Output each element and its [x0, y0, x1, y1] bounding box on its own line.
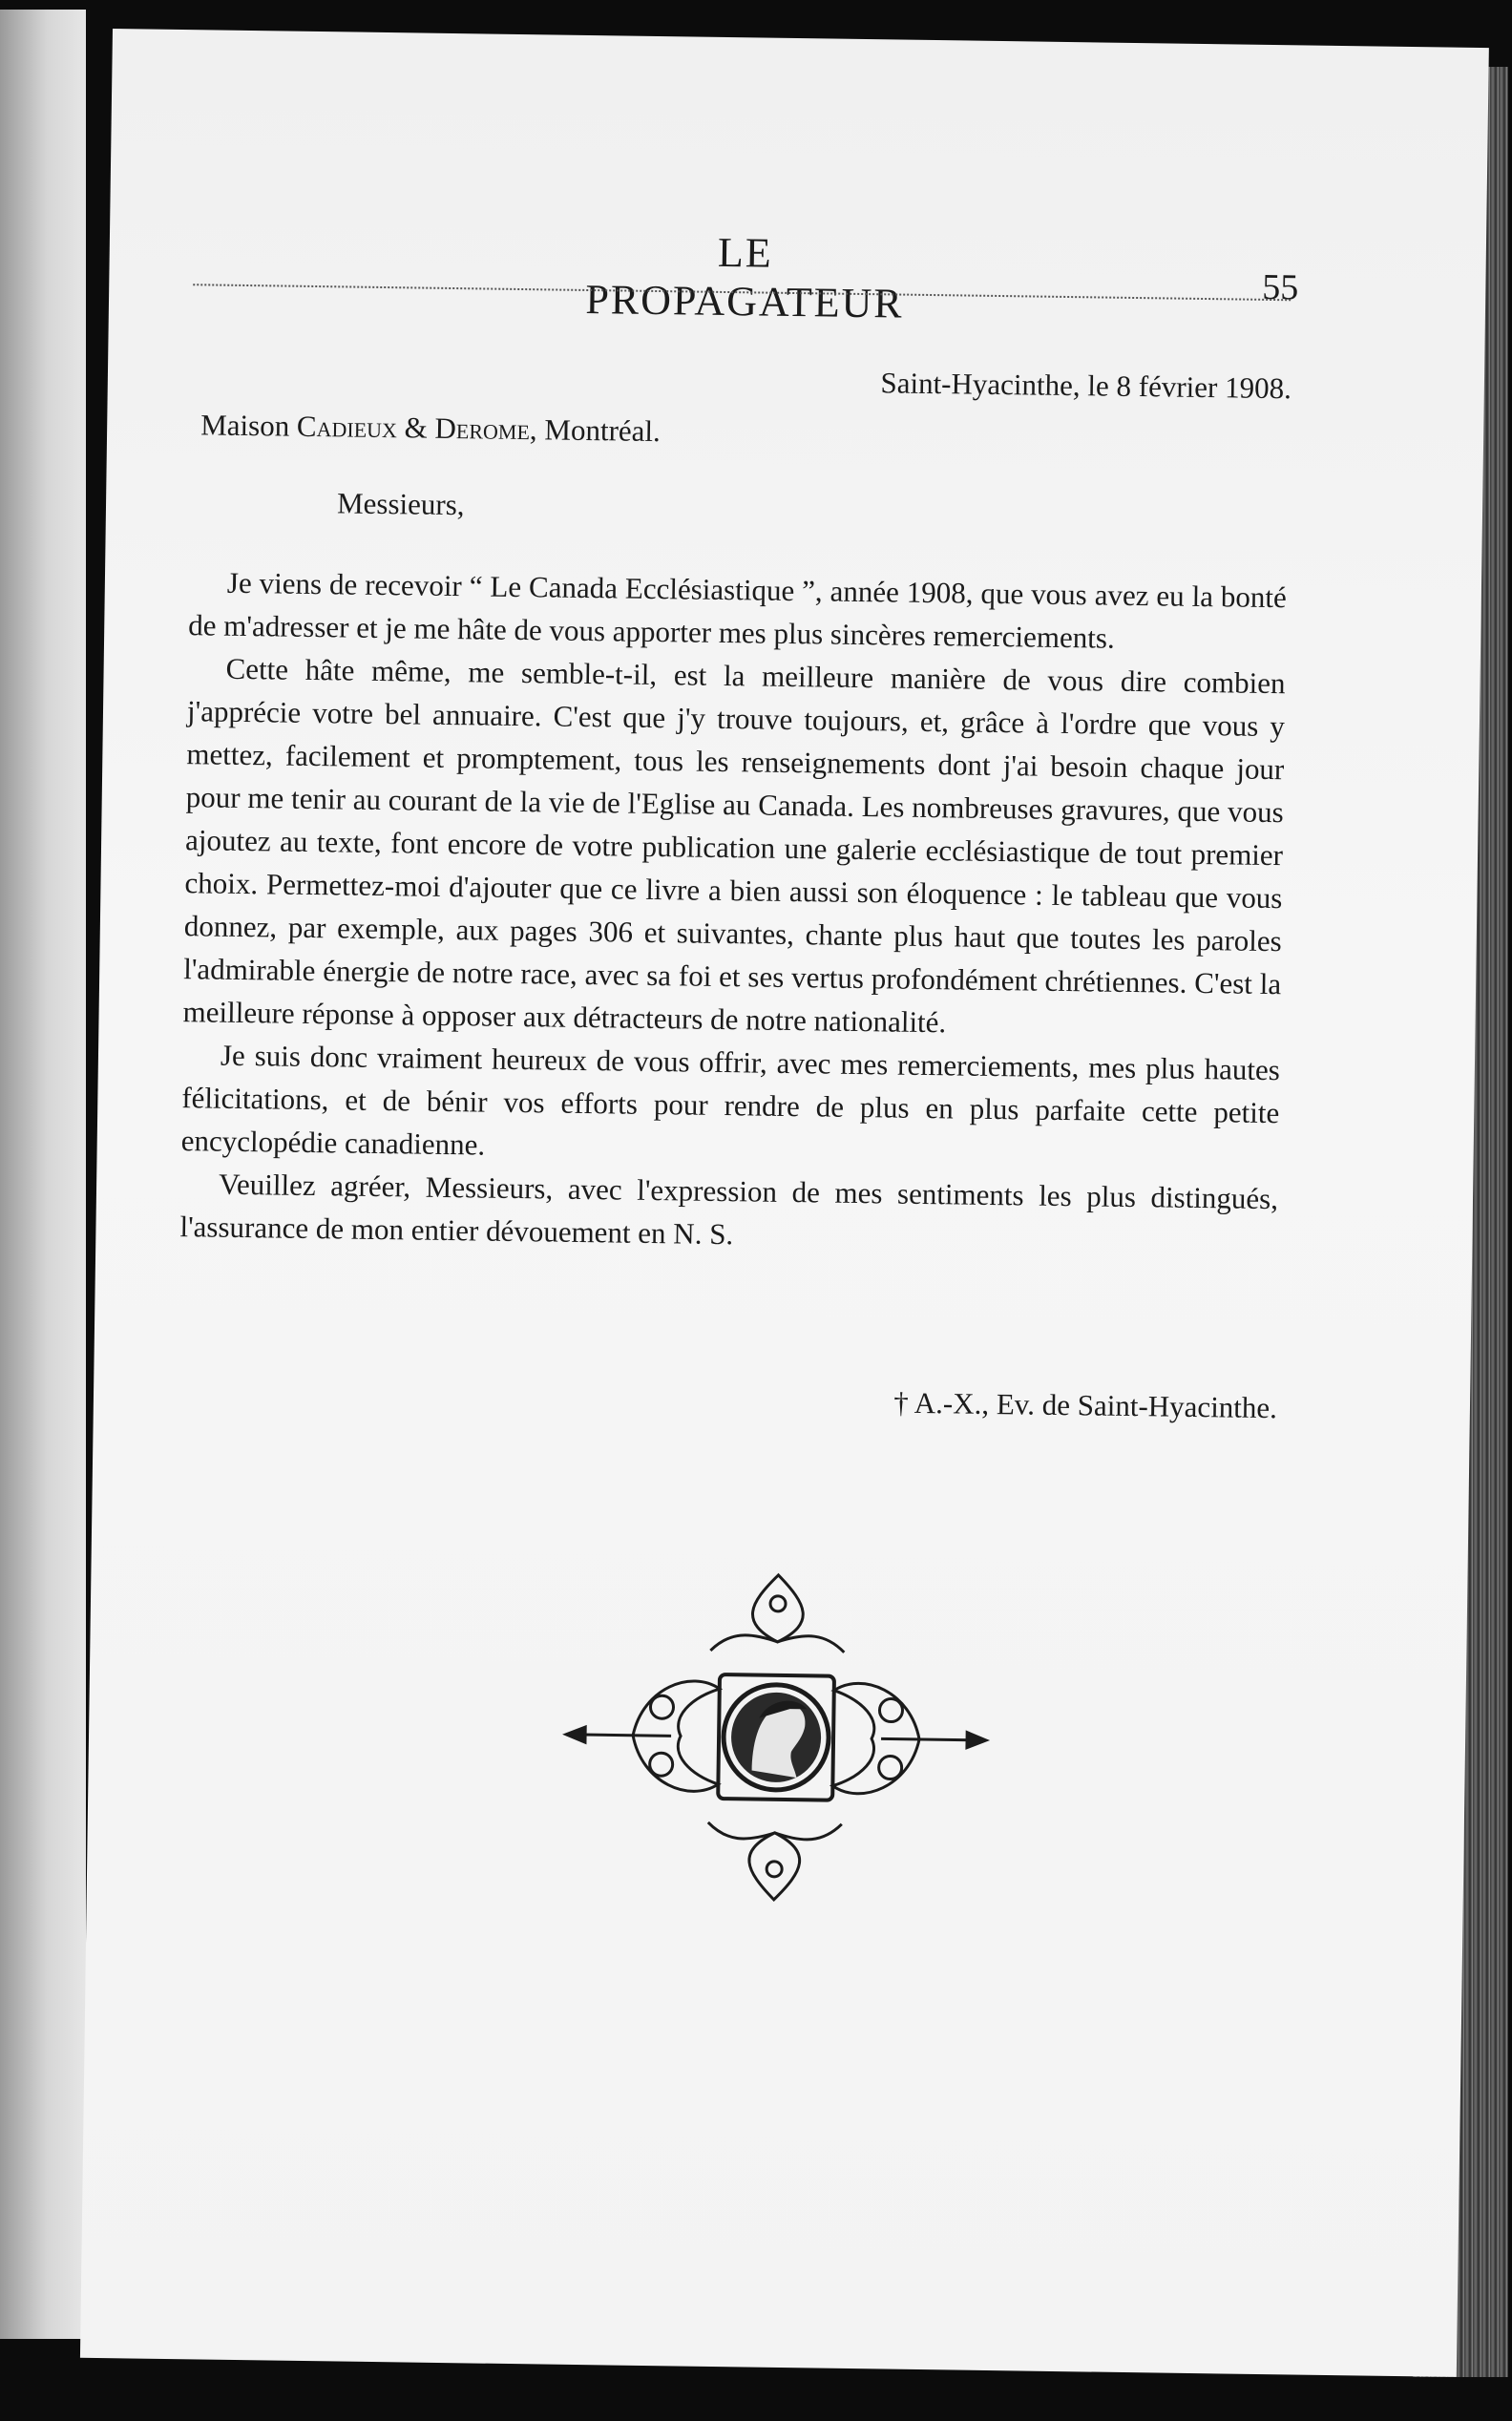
letter-signature: † A.-X., Ev. de Saint-Hyacinthe.: [892, 1385, 1278, 1425]
address-prefix: Maison: [200, 408, 298, 443]
page-number: 55: [1262, 266, 1299, 308]
letter-paragraph: Je viens de recevoir “ Le Canada Ecclésiastique ”, année 1908, que vous avez eu la bonté de m'adresser et je me hâte de vous apporter mes plus sincères remerciements.: [188, 565, 1288, 655]
running-header-title: LE PROPAGATEUR: [585, 228, 905, 327]
letter-paragraph: Cette hâte même, me semble-t-il, est la meilleure manière de vous dire combien j'apprécie votre bel annuaire. C'est que j'y trouve toujours, et, grâce à l'ordre que vous y mettez, facilement et promptement, tous les renseignements dont j'ai besoin chaque jour pour me tenir au courant de la vie de l'Eglise au Canada. Les nombreuses gravures, que vous ajoutez au texte, font encore de votre publication une galerie ecclésiastique de tout premier choix. Permettez-moi d'ajouter que ce livre a bien aussi son éloquence : le tableau que vous donnez, par exemple, aux pages 306 et suivantes, chante plus haut que toutes les paroles l'admirable énergie de notre race, avec sa foi et ses vertus profondément chrétiennes. C'est la meilleure réponse à opposer aux détracteurs de notre nationalité.: [182, 651, 1286, 1040]
letter-body: [179, 560, 1287, 1263]
letter-address: [200, 402, 1060, 460]
ornamental-vignette-icon: [555, 1563, 998, 1912]
letter-salutation: Messieurs,: [336, 486, 465, 522]
letter-paragraph: Je suis donc vraiment heureux de vous offrir, avec mes remerciements, mes plus hautes félicitations, et de bénir vos efforts pour rendre de plus en plus parfaite cette petite encyclopédie canadienne.: [180, 1038, 1281, 1162]
letter-paragraph: Veuillez agréer, Messieurs, avec l'expression de mes sentiments les plus distingués, l'assurance de mon entier dévouement en N. S.: [179, 1167, 1279, 1252]
letter-date-line: Saint-Hyacinthe, le 8 février 1908.: [880, 366, 1292, 406]
address-suffix: , Montréal.: [529, 412, 662, 449]
book-page: [80, 29, 1489, 2377]
address-firm: Cadieux & Derome: [296, 409, 531, 447]
left-page-edge: [0, 10, 86, 2339]
